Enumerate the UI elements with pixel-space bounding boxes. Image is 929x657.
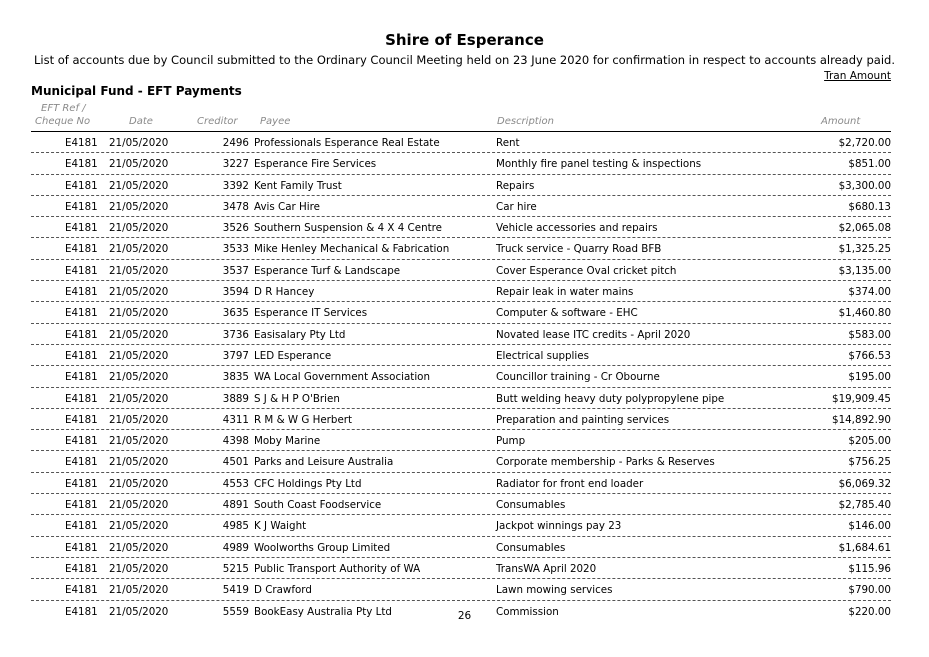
cell-payee: WA Local Government Association (254, 371, 431, 384)
cell-payee: Esperance IT Services (254, 307, 368, 320)
column-header-amount: Amount (821, 116, 861, 127)
table-row (31, 579, 891, 600)
table-row (31, 409, 891, 430)
cell-date: 21/05/2020 (109, 392, 169, 405)
table-row (31, 238, 891, 259)
table-row (31, 281, 891, 302)
cell-creditor: 4891 (222, 499, 249, 512)
cell-date: 21/05/2020 (109, 137, 169, 149)
cell-creditor: 3533 (222, 243, 249, 256)
column-header-ref-line2: Cheque No (35, 116, 91, 127)
section-title: Municipal Fund - EFT Payments (31, 84, 242, 98)
cell-date: 21/05/2020 (109, 584, 169, 597)
cell-amount: $583.00 (848, 328, 891, 341)
column-header-creditor: Creditor (197, 116, 238, 127)
cell-ref: E4181 (65, 562, 98, 575)
cell-payee: K J Waight (254, 520, 307, 533)
cell-ref: E4181 (65, 349, 98, 362)
cell-payee: Kent Family Trust (254, 179, 342, 192)
cell-amount: $14,892.90 (832, 413, 891, 426)
cell-creditor: 3526 (222, 222, 249, 235)
cell-amount: $115.96 (848, 562, 891, 575)
cell-ref: E4181 (65, 179, 98, 192)
cell-creditor: 3635 (222, 307, 249, 320)
cell-payee: Parks and Leisure Australia (254, 456, 394, 469)
table-row (31, 366, 891, 387)
table-row (31, 132, 891, 153)
cell-description: Corporate membership - Parks & Reserves (496, 456, 715, 469)
cell-date: 21/05/2020 (109, 413, 169, 426)
cell-creditor: 3392 (222, 179, 249, 192)
cell-date: 21/05/2020 (109, 541, 169, 554)
cell-amount: $6,069.32 (838, 477, 891, 490)
cell-description: Truck service - Quarry Road BFB (496, 243, 662, 256)
cell-creditor: 3797 (222, 349, 249, 362)
cell-amount: $146.00 (848, 520, 891, 533)
cell-payee: Moby Marine (254, 435, 321, 448)
cell-description: Cover Esperance Oval cricket pitch (496, 264, 677, 277)
cell-ref: E4181 (65, 328, 98, 341)
cell-ref: E4181 (65, 307, 98, 320)
cell-creditor: 3594 (222, 286, 249, 299)
cell-ref: E4181 (65, 158, 98, 171)
table-row (31, 153, 891, 174)
cell-payee: R M & W G Herbert (254, 413, 353, 426)
cell-description: Consumables (496, 499, 566, 512)
cell-description: Vehicle accessories and repairs (496, 222, 658, 235)
cell-date: 21/05/2020 (109, 371, 169, 384)
table-row (31, 196, 891, 217)
column-header-description: Description (497, 116, 554, 127)
cell-ref: E4181 (65, 264, 98, 277)
cell-ref: E4181 (65, 243, 98, 256)
table-row (31, 537, 891, 558)
table-row (31, 388, 891, 409)
cell-date: 21/05/2020 (109, 307, 169, 320)
cell-payee: Esperance Turf & Landscape (254, 264, 401, 277)
table-row (31, 302, 891, 323)
cell-date: 21/05/2020 (109, 264, 169, 277)
cell-amount: $756.25 (848, 456, 891, 469)
cell-amount: $1,684.61 (838, 541, 891, 554)
cell-description: Consumables (496, 541, 566, 554)
cell-date: 21/05/2020 (109, 158, 169, 171)
cell-date: 21/05/2020 (109, 179, 169, 192)
table-row (31, 430, 891, 451)
cell-creditor: 5419 (222, 584, 249, 597)
cell-date: 21/05/2020 (109, 286, 169, 299)
cell-description: Councillor training - Cr Obourne (496, 371, 660, 384)
cell-date: 21/05/2020 (109, 435, 169, 448)
table-row (31, 260, 891, 281)
cell-payee: LED Esperance (254, 349, 332, 362)
cell-amount: $19,909.45 (832, 392, 891, 405)
tran-amount-label: Tran Amount (824, 70, 891, 82)
cell-amount: $1,325.25 (838, 243, 891, 256)
cell-payee: Southern Suspension & 4 X 4 Centre (254, 222, 442, 235)
cell-ref: E4181 (65, 499, 98, 512)
cell-amount: $205.00 (848, 435, 891, 448)
cell-ref: E4181 (65, 200, 98, 213)
cell-creditor: 3227 (222, 158, 249, 171)
cell-description: Lawn mowing services (496, 584, 613, 597)
cell-description: Preparation and painting services (496, 413, 670, 426)
cell-date: 21/05/2020 (109, 477, 169, 490)
cell-ref: E4181 (65, 286, 98, 299)
cell-creditor: 3835 (222, 371, 249, 384)
cell-payee: D Crawford (254, 584, 312, 597)
cell-payee: Public Transport Authority of WA (254, 562, 421, 575)
cell-amount: $851.00 (848, 158, 891, 171)
cell-date: 21/05/2020 (109, 328, 169, 341)
cell-payee: BookEasy Australia Pty Ltd (254, 605, 392, 618)
cell-payee: D R Hancey (254, 286, 315, 299)
cell-description: Monthly fire panel testing & inspections (496, 158, 702, 171)
cell-description: Repair leak in water mains (496, 286, 634, 299)
table-row (31, 494, 891, 515)
column-header-payee: Payee (260, 116, 291, 127)
table-row (31, 558, 891, 579)
cell-payee: Woolworths Group Limited (254, 541, 391, 554)
page-title: Shire of Esperance (385, 31, 544, 49)
cell-ref: E4181 (65, 413, 98, 426)
cell-creditor: 4553 (222, 477, 249, 490)
cell-payee: Professionals Esperance Real Estate (254, 137, 440, 149)
cell-amount: $1,460.80 (838, 307, 891, 320)
cell-date: 21/05/2020 (109, 605, 169, 618)
cell-ref: E4181 (65, 371, 98, 384)
cell-payee: Easisalary Pty Ltd (254, 328, 346, 341)
cell-creditor: 4398 (222, 435, 249, 448)
cell-description: Novated lease ITC credits - April 2020 (496, 328, 691, 341)
cell-date: 21/05/2020 (109, 349, 169, 362)
cell-creditor: 5215 (222, 562, 249, 575)
cell-amount: $2,720.00 (838, 137, 891, 149)
cell-description: Car hire (496, 200, 537, 213)
cell-description: Jackpot winnings pay 23 (496, 520, 622, 533)
cell-ref: E4181 (65, 584, 98, 597)
cell-date: 21/05/2020 (109, 243, 169, 256)
cell-ref: E4181 (65, 222, 98, 235)
cell-ref: E4181 (65, 137, 98, 149)
cell-payee: Avis Car Hire (254, 200, 320, 213)
cell-description: Pump (496, 435, 526, 448)
page-subtitle: List of accounts due by Council submitted to the Ordinary Council Meeting held on 23 June 2020 for confirmation in respect to accounts already paid. (34, 53, 895, 67)
cell-ref: E4181 (65, 520, 98, 533)
cell-amount: $195.00 (848, 371, 891, 384)
column-header-ref-line1: EFT Ref / (41, 103, 86, 114)
cell-description: Repairs (496, 179, 535, 192)
cell-creditor: 3478 (222, 200, 249, 213)
table-row (31, 175, 891, 196)
cell-creditor: 2496 (222, 137, 249, 149)
cell-creditor: 4501 (222, 456, 249, 469)
cell-creditor: 3889 (222, 392, 249, 405)
cell-description: Butt welding heavy duty polypropylene pipe (496, 392, 725, 405)
cell-creditor: 4311 (222, 413, 249, 426)
cell-description: Radiator for front end loader (496, 477, 644, 490)
payments-table (31, 132, 891, 621)
cell-creditor: 4985 (222, 520, 249, 533)
cell-amount: $2,785.40 (838, 499, 891, 512)
cell-date: 21/05/2020 (109, 200, 169, 213)
cell-payee: S J & H P O'Brien (254, 392, 340, 405)
cell-amount: $790.00 (848, 584, 891, 597)
table-row (31, 451, 891, 472)
cell-ref: E4181 (65, 456, 98, 469)
cell-ref: E4181 (65, 605, 98, 618)
cell-ref: E4181 (65, 541, 98, 554)
cell-description: Commission (496, 605, 559, 618)
column-header-date: Date (129, 116, 153, 127)
cell-creditor: 5559 (222, 605, 249, 618)
cell-date: 21/05/2020 (109, 456, 169, 469)
cell-ref: E4181 (65, 435, 98, 448)
cell-amount: $766.53 (848, 349, 891, 362)
cell-amount: $3,135.00 (838, 264, 891, 277)
cell-amount: $680.13 (848, 200, 891, 213)
cell-amount: $374.00 (848, 286, 891, 299)
cell-creditor: 3537 (222, 264, 249, 277)
cell-description: Electrical supplies (496, 349, 589, 362)
cell-date: 21/05/2020 (109, 499, 169, 512)
cell-creditor: 3736 (222, 328, 249, 341)
table-row (31, 473, 891, 494)
cell-amount: $220.00 (848, 605, 891, 618)
cell-creditor: 4989 (222, 541, 249, 554)
cell-ref: E4181 (65, 392, 98, 405)
cell-description: Rent (496, 137, 520, 149)
cell-description: Computer & software - EHC (496, 307, 638, 320)
cell-description: TransWA April 2020 (496, 562, 597, 575)
table-row (31, 515, 891, 536)
page-number: 26 (457, 610, 472, 622)
cell-date: 21/05/2020 (109, 222, 169, 235)
cell-payee: Mike Henley Mechanical & Fabrication (254, 243, 450, 256)
cell-date: 21/05/2020 (109, 562, 169, 575)
cell-payee: South Coast Foodservice (254, 499, 382, 512)
cell-amount: $2,065.08 (838, 222, 891, 235)
table-row (31, 217, 891, 238)
cell-payee: CFC Holdings Pty Ltd (254, 477, 362, 490)
cell-payee: Esperance Fire Services (254, 158, 377, 171)
cell-ref: E4181 (65, 477, 98, 490)
table-row (31, 345, 891, 366)
table-row (31, 324, 891, 345)
cell-amount: $3,300.00 (838, 179, 891, 192)
cell-date: 21/05/2020 (109, 520, 169, 533)
